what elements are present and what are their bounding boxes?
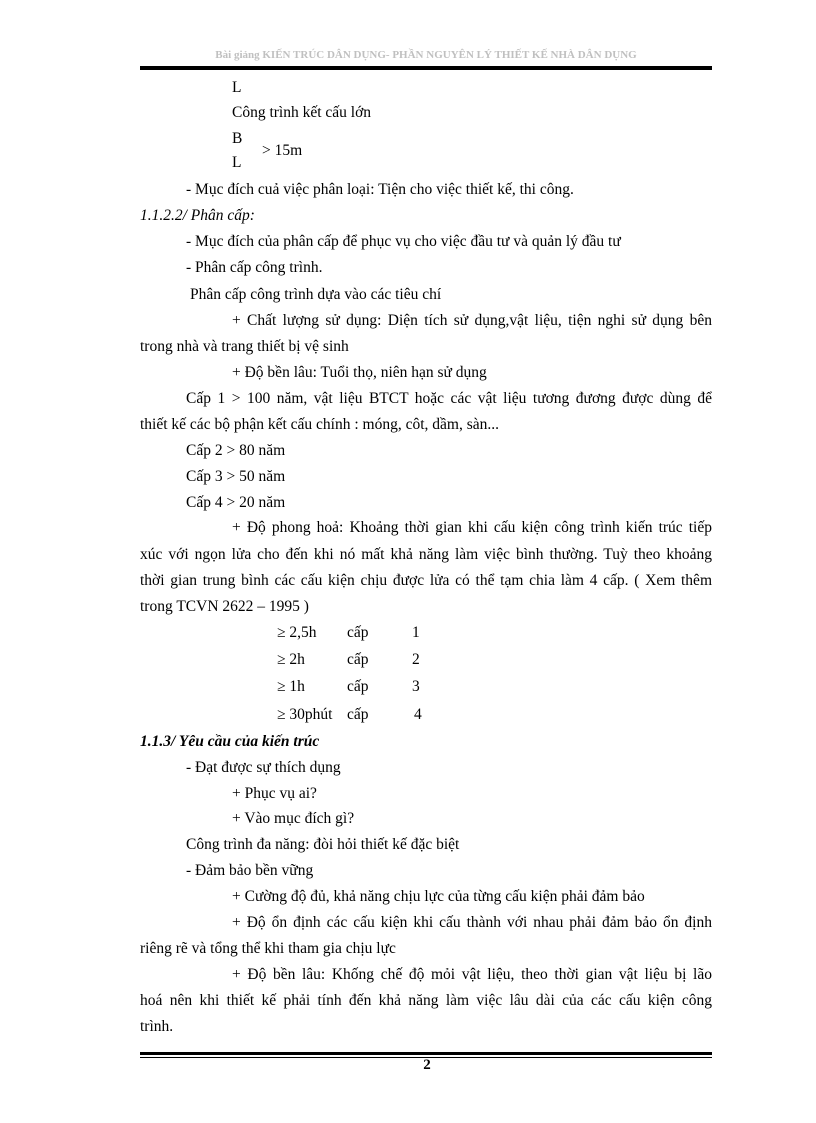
- text-line: + Độ bền lâu: Tuổi thọ, niên hạn sử dụng: [232, 364, 487, 381]
- page-number: 2: [423, 1057, 431, 1073]
- fire-grade: 4: [414, 706, 422, 723]
- section-heading: 1.1.2.2/ Phân cấp:: [140, 207, 255, 224]
- text-line: - Đảm bảo bền vững: [186, 862, 314, 879]
- text-line: - Đạt được sự thích dụng: [186, 759, 341, 776]
- fire-label: cấp: [347, 678, 369, 695]
- text-line: - Mục đích của phân cấp để phục vụ cho việc đầu tư và quản lý đầu tư: [186, 233, 621, 250]
- fire-grade: 3: [412, 678, 420, 695]
- text-line: trong TCVN 2622 – 1995 ): [140, 598, 309, 615]
- text-line: + Cường độ đủ, khả năng chịu lực của từng cấu kiện phải đảm bảo: [232, 888, 645, 905]
- text-line: + Độ bền lâu: Khống chế độ mỏi vật liệu, theo thời gian vật liệu bị lão: [232, 966, 712, 983]
- text-line: + Phục vụ ai?: [232, 785, 317, 802]
- text-line: trong nhà và trang thiết bị vệ sinh: [140, 338, 349, 355]
- text-line: + Độ ổn định các cấu kiện khi cấu thành với nhau phải đảm bảo ổn định: [232, 914, 712, 931]
- text-line: B: [232, 130, 243, 147]
- text-line: Phân cấp công trình dựa vào các tiêu chí: [190, 286, 442, 303]
- text-line: L: [232, 154, 242, 171]
- fire-time: ≥ 2h: [277, 651, 305, 668]
- fire-time: ≥ 2,5h: [277, 624, 317, 641]
- text-line: hoá nên khi thiết kế phải tính đến khả năng làm việc lâu dài của các cấu kiện công: [140, 992, 712, 1009]
- text-line: Công trình kết cấu lớn: [232, 104, 372, 121]
- text-line: Công trình đa năng: đòi hỏi thiết kế đặc biệt: [186, 836, 460, 853]
- footer-rule: [140, 1052, 712, 1055]
- fire-label: cấp: [347, 651, 369, 668]
- text-line: > 15m: [262, 142, 303, 159]
- fire-grade: 2: [412, 651, 420, 668]
- text-line: Cấp 3 > 50 năm: [186, 468, 286, 485]
- fire-grade: 1: [412, 624, 420, 641]
- text-line: xúc với ngọn lửa cho đến khi nó mất khả năng làm việc bình thường. Tuỳ theo khoảng: [140, 546, 712, 563]
- text-line: + Vào mục đích gì?: [232, 810, 355, 827]
- fire-time: ≥ 30phút: [277, 706, 333, 723]
- text-line: thời gian trung bình các cấu kiện chịu được lửa có thể tạm chia làm 4 cấp. ( Xem thêm: [140, 572, 712, 589]
- fire-label: cấp: [347, 706, 369, 723]
- header-rule: [140, 66, 712, 70]
- section-heading: 1.1.3/ Yêu cầu của kiến trúc: [140, 733, 320, 750]
- text-line: - Mục đích cuả việc phân loại: Tiện cho việc thiết kế, thi công.: [186, 181, 574, 198]
- text-line: riêng rẽ và tổng thể khi tham gia chịu lực: [140, 940, 396, 957]
- text-line: Cấp 4 > 20 năm: [186, 494, 286, 511]
- fire-time: ≥ 1h: [277, 678, 305, 695]
- text-line: L: [232, 79, 242, 96]
- fire-label: cấp: [347, 624, 369, 641]
- text-line: - Phân cấp công trình.: [186, 259, 323, 276]
- text-line: Cấp 1 > 100 năm, vật liệu BTCT hoặc các vật liệu tương đương được dùng để: [186, 390, 712, 407]
- text-line: + Chất lượng sử dụng: Diện tích sử dụng,vật liệu, tiện nghi sử dụng bên: [232, 312, 712, 329]
- text-line: trình.: [140, 1018, 174, 1035]
- text-line: Cấp 2 > 80 năm: [186, 442, 286, 459]
- text-line: thiết kế các bộ phận kết cấu chính : móng, côt, dầm, sàn...: [140, 416, 499, 433]
- page-header: Bài giảng KIẾN TRÚC DÂN DỤNG- PHẦN NGUYÊN LÝ THIẾT KẾ NHÀ DÂN DỤNG: [215, 49, 637, 61]
- text-line: + Độ phong hoả: Khoảng thời gian khi cấu kiện công trình kiến trúc tiếp: [232, 519, 712, 536]
